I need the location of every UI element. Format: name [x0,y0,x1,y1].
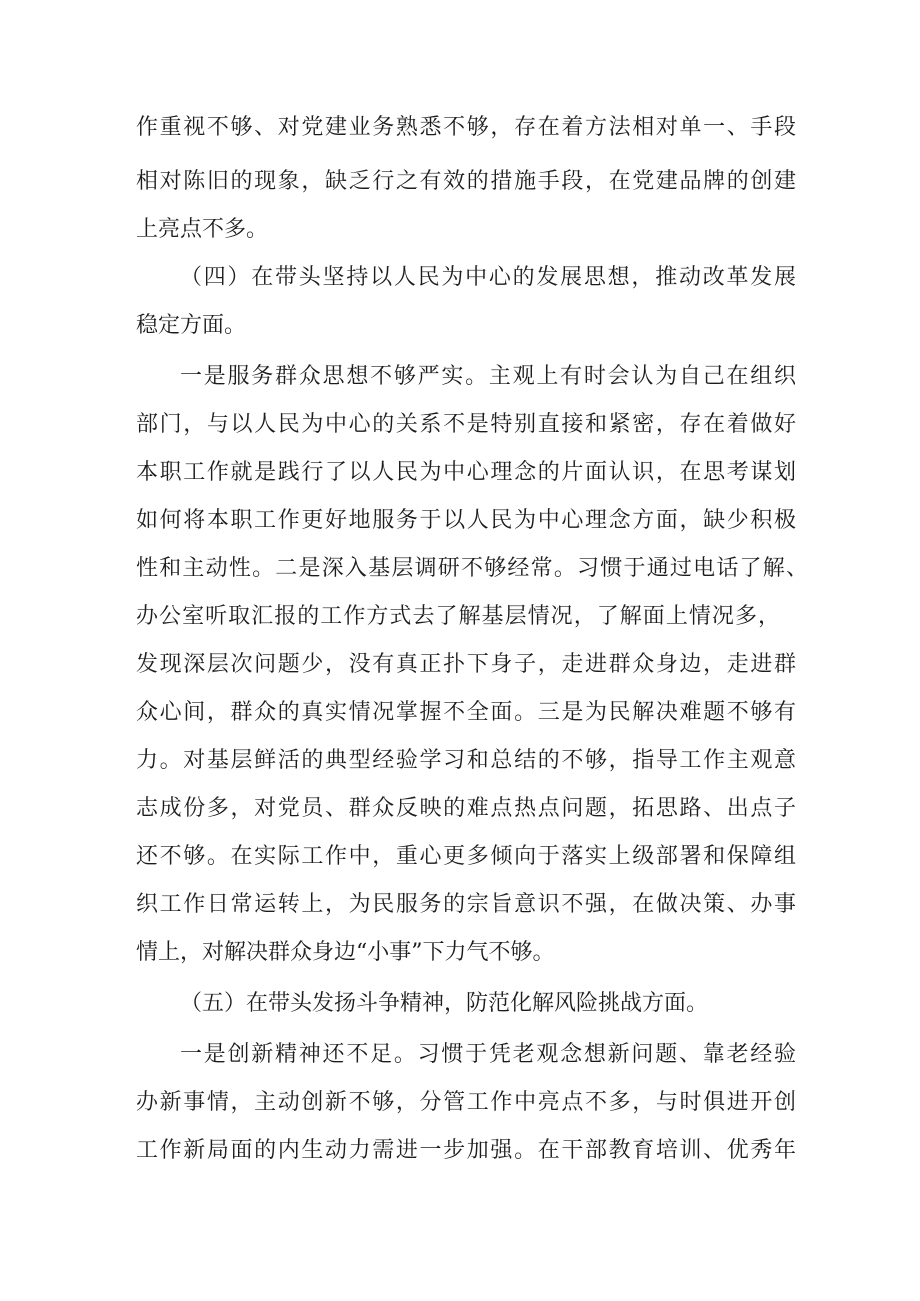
paragraph-line: 工作新局面的内生动力需进一步加强。在干部教育培训、优秀年 [136,1138,796,1163]
paragraph-line: 作重视不够、对党建业务熟悉不够，存在着方法相对单一、手段 [136,115,796,140]
paragraph-line: 众心间，群众的真实情况掌握不全面。三是为民解决难题不够有 [136,700,796,725]
paragraph-line: 一是创新精神还不足。习惯于凭老观念想新问题、靠老经验 [180,1042,796,1067]
paragraph-line: 部门，与以人民为中心的关系不是特别直接和紧密，存在着做好 [136,412,796,437]
paragraph-line: 性和主动性。二是深入基层调研不够经常。习惯于通过电话了解、 [136,556,808,581]
section-heading-four-cont: 稳定方面。 [136,313,247,338]
paragraph-line: 相对陈旧的现象，缺乏行之有效的措施手段，在党建品牌的创建 [136,169,796,194]
section-heading-four: （四）在带头坚持以人民为中心的发展思想，推动改革发展 [180,265,796,290]
paragraph-line: 情上，对解决群众身边“小事”下力气不够。 [136,940,555,965]
paragraph-line: 本职工作就是践行了以人民为中心理念的片面认识，在思考谋划 [136,460,796,485]
paragraph-line: 发现深层次问题少，没有真正扑下身子，走进群众身边，走进群 [136,652,796,677]
paragraph-line: 还不够。在实际工作中，重心更多倾向于落实上级部署和保障组 [136,844,796,869]
paragraph-line: 上亮点不多。 [136,217,269,242]
paragraph-line: 办新事情，主动创新不够，分管工作中亮点不多，与时俱进开创 [136,1090,796,1115]
paragraph-line: 如何将本职工作更好地服务于以人民为中心理念方面，缺少积极 [136,508,796,533]
paragraph-line: 办公室听取汇报的工作方式去了解基层情况，了解面上情况多， [136,604,780,629]
paragraph-line: 织工作日常运转上，为民服务的宗旨意识不强，在做决策、办事 [136,892,796,917]
paragraph-line: 力。对基层鲜活的典型经验学习和总结的不够，指导工作主观意 [136,748,796,773]
paragraph-line: 一是服务群众思想不够严实。主观上有时会认为自己在组织 [180,364,796,389]
paragraph-line: 志成份多，对党员、群众反映的难点热点问题，拓思路、出点子 [136,796,796,821]
section-heading-five: （五）在带头发扬斗争精神，防范化解风险挑战方面。 [180,991,709,1016]
